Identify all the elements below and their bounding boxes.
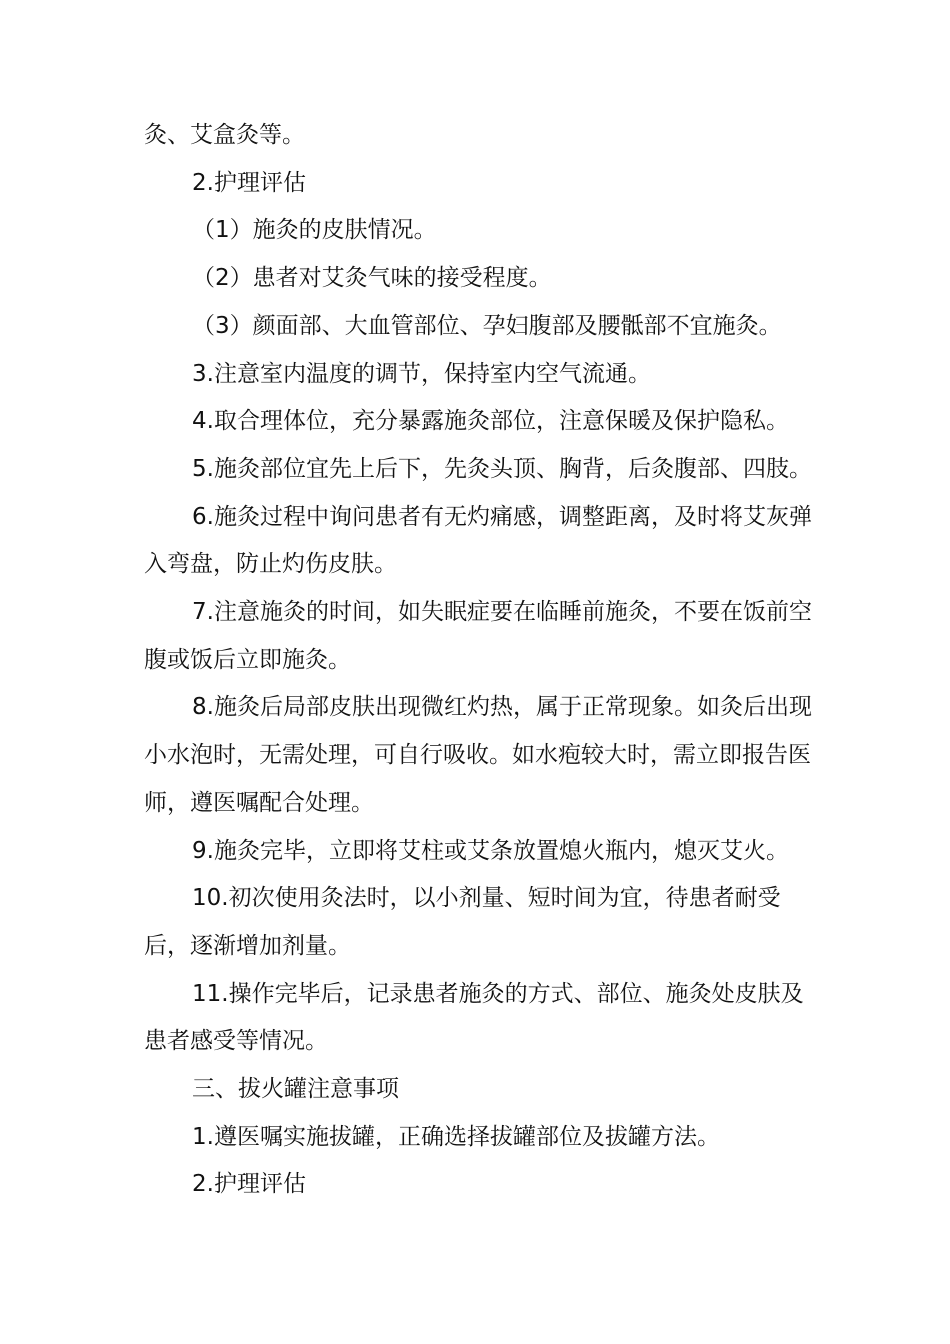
paragraph-record: 11.操作完毕后，记录患者施灸的方式、部位、施灸处皮肤及患者感受等情况。 bbox=[144, 980, 804, 1055]
paragraph-cupping-site: 1.遵医嘱实施拔罐，正确选择拔罐部位及拔罐方法。 bbox=[192, 1123, 720, 1150]
paragraph-moxibustion-order: 5.施灸部位宜先上后下，先灸头顶、胸背，后灸腹部、四肢。 bbox=[192, 455, 812, 482]
paragraph-continuation: 灸、艾盒灸等。 bbox=[144, 122, 305, 148]
heading-nursing-assessment: 2.护理评估 bbox=[192, 169, 306, 196]
list-item-smell-acceptance: （2）患者对艾灸气味的接受程度。 bbox=[192, 265, 552, 292]
paragraph-initial-dosage: 10.初次使用灸法时，以小剂量、短时间为宜，待患者耐受后，逐渐增加剂量。 bbox=[144, 885, 781, 959]
section-heading-cupping: 三、拔火罐注意事项 bbox=[192, 1076, 399, 1103]
paragraph-extinguish: 9.施灸完毕，立即将艾柱或艾条放置熄火瓶内，熄灭艾火。 bbox=[192, 837, 789, 864]
list-item-skin-condition: （1）施灸的皮肤情况。 bbox=[192, 217, 437, 244]
paragraph-blister-handling: 8.施灸后局部皮肤出现微红灼热，属于正常现象。如灸后出现小水泡时，无需处理，可自行吸收。如水疱较大时，需立即报告医师，遵医嘱配合处理。 bbox=[144, 694, 812, 816]
paragraph-burn-prevention: 6.施灸过程中询问患者有无灼痛感，调整距离，及时将艾灰弹入弯盘，防止灼伤皮肤。 bbox=[144, 503, 812, 578]
document-body bbox=[144, 112, 812, 1209]
paragraph-room-temperature: 3.注意室内温度的调节，保持室内空气流通。 bbox=[192, 360, 651, 387]
paragraph-body-position: 4.取合理体位，充分暴露施灸部位，注意保暖及保护隐私。 bbox=[192, 408, 789, 435]
list-item-contraindicated-areas: （3）颜面部、大血管部位、孕妇腹部及腰骶部不宜施灸。 bbox=[192, 312, 782, 339]
paragraph-timing: 7.注意施灸的时间，如失眠症要在临睡前施灸，不要在饭前空腹或饭后立即施灸。 bbox=[144, 599, 812, 673]
heading-nursing-assessment-2: 2.护理评估 bbox=[192, 1171, 306, 1198]
